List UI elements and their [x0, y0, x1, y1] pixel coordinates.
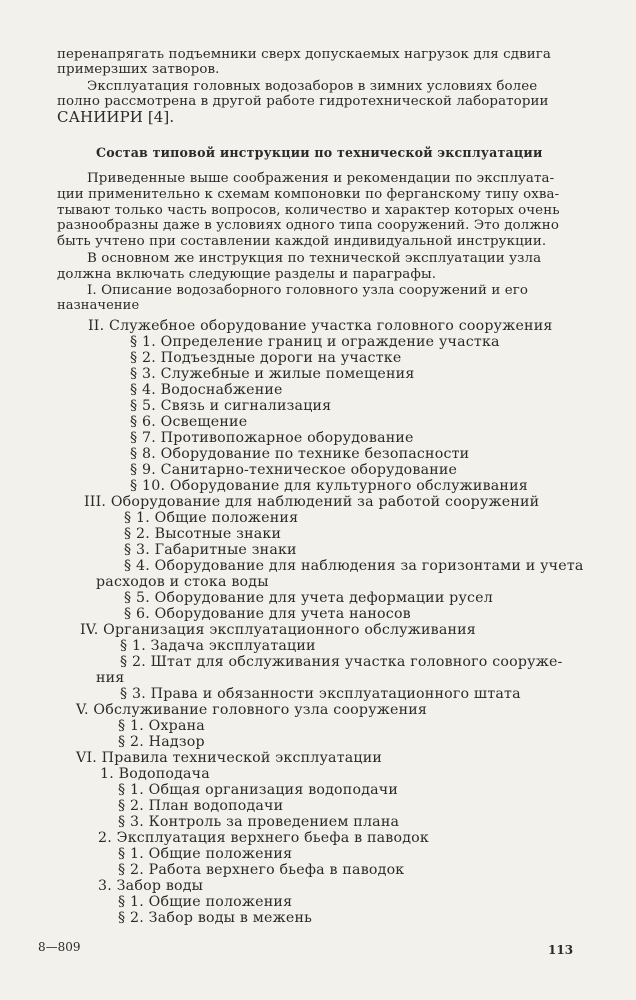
paragraph-line: В основном же инструкция по технической эксплуатации узла: [87, 251, 542, 266]
toc-item: § 3. Служебные и жилые помещения: [130, 366, 415, 382]
intro-line: САНИИРИ [4].: [57, 108, 175, 126]
toc-subsection: 1. Водоподача: [100, 766, 210, 782]
intro-line: полно рассмотрена в другой работе гидротехнической лаборатории: [57, 94, 549, 109]
intro-line: примерзших затворов.: [57, 62, 220, 77]
toc-item: § 1. Общие положения: [118, 846, 293, 862]
toc-item: § 1. Общие положения: [118, 894, 293, 910]
toc-subsection: 3. Забор воды: [98, 878, 204, 894]
toc-item: § 6. Освещение: [130, 414, 248, 430]
intro-line: Эксплуатация головных водозаборов в зимних условиях более: [87, 79, 538, 94]
toc-section: IV. Организация эксплуатационного обслуживания: [80, 622, 476, 638]
toc-item: § 5. Оборудование для учета деформации русел: [124, 590, 493, 606]
toc-item: § 3. Права и обязанности эксплуатационного штата: [120, 686, 521, 702]
toc-item: § 1. Общая организация водоподачи: [118, 782, 399, 798]
page-number: 113: [548, 943, 574, 957]
toc-item: § 4. Оборудование для наблюдения за горизонтами и учета: [124, 558, 584, 574]
paragraph-line: ции применительно к схемам компоновки по ферганскому типу охва-: [57, 187, 560, 202]
toc-item: § 2. План водоподачи: [118, 798, 284, 814]
toc-section: III. Оборудование для наблюдений за работой сооружений: [84, 494, 540, 510]
toc-item: § 2. Подъездные дороги на участке: [130, 350, 402, 366]
toc-item: § 10. Оборудование для культурного обслуживания: [130, 478, 528, 494]
toc-item: § 7. Противопожарное оборудование: [130, 430, 414, 446]
intro-line: перенапрягать подъемники сверх допускаемых нагрузок для сдвига: [57, 47, 551, 62]
toc-section: VI. Правила технической эксплуатации: [76, 750, 383, 766]
toc-item: § 2. Штат для обслуживания участка головного сооруже-: [120, 654, 563, 670]
toc-item: § 1. Задача эксплуатации: [120, 638, 316, 654]
paragraph-line: I. Описание водозаборного головного узла сооружений и его: [87, 283, 529, 298]
toc-item: ния: [96, 670, 125, 686]
toc-item: § 2. Работа верхнего бьефа в паводок: [118, 862, 405, 878]
paragraph-line: назначение: [57, 298, 140, 313]
toc-item: § 4. Водоснабжение: [130, 382, 283, 398]
paragraph-line: тывают только часть вопросов, количество и характер которых очень: [57, 203, 560, 218]
toc-subsection: 2. Эксплуатация верхнего бьефа в паводок: [98, 830, 429, 846]
toc-item: § 5. Связь и сигнализация: [130, 398, 332, 414]
signature-mark: 8—809: [38, 940, 81, 954]
toc-item: § 1. Общие положения: [124, 510, 299, 526]
section-heading: Состав типовой инструкции по технической эксплуатации: [96, 145, 543, 160]
toc-item: § 2. Надзор: [118, 734, 205, 750]
toc-item: § 2. Высотные знаки: [124, 526, 282, 542]
toc-section: II. Служебное оборудование участка головного сооружения: [88, 318, 553, 334]
toc-item: расходов и стока воды: [96, 574, 269, 590]
toc-item: § 8. Оборудование по технике безопасности: [130, 446, 470, 462]
toc-item: § 2. Забор воды в межень: [118, 910, 313, 926]
paragraph-line: быть учтено при составлении каждой индивидуальной инструкции.: [57, 234, 547, 249]
paragraph-line: должна включать следующие разделы и параграфы.: [57, 267, 437, 282]
toc-section: V. Обслуживание головного узла сооружения: [76, 702, 428, 718]
toc-item: § 3. Габаритные знаки: [124, 542, 297, 558]
toc-item: § 1. Охрана: [118, 718, 205, 734]
paragraph-line: Приведенные выше соображения и рекомендации по эксплуата-: [87, 171, 555, 186]
toc-item: § 9. Санитарно-техническое оборудование: [130, 462, 458, 478]
paragraph-line: разнообразны даже в условиях одного типа сооружений. Это должно: [57, 218, 559, 233]
toc-item: § 6. Оборудование для учета наносов: [124, 606, 411, 622]
toc-item: § 3. Контроль за проведением плана: [118, 814, 400, 830]
toc-item: § 1. Определение границ и ограждение участка: [130, 334, 500, 350]
